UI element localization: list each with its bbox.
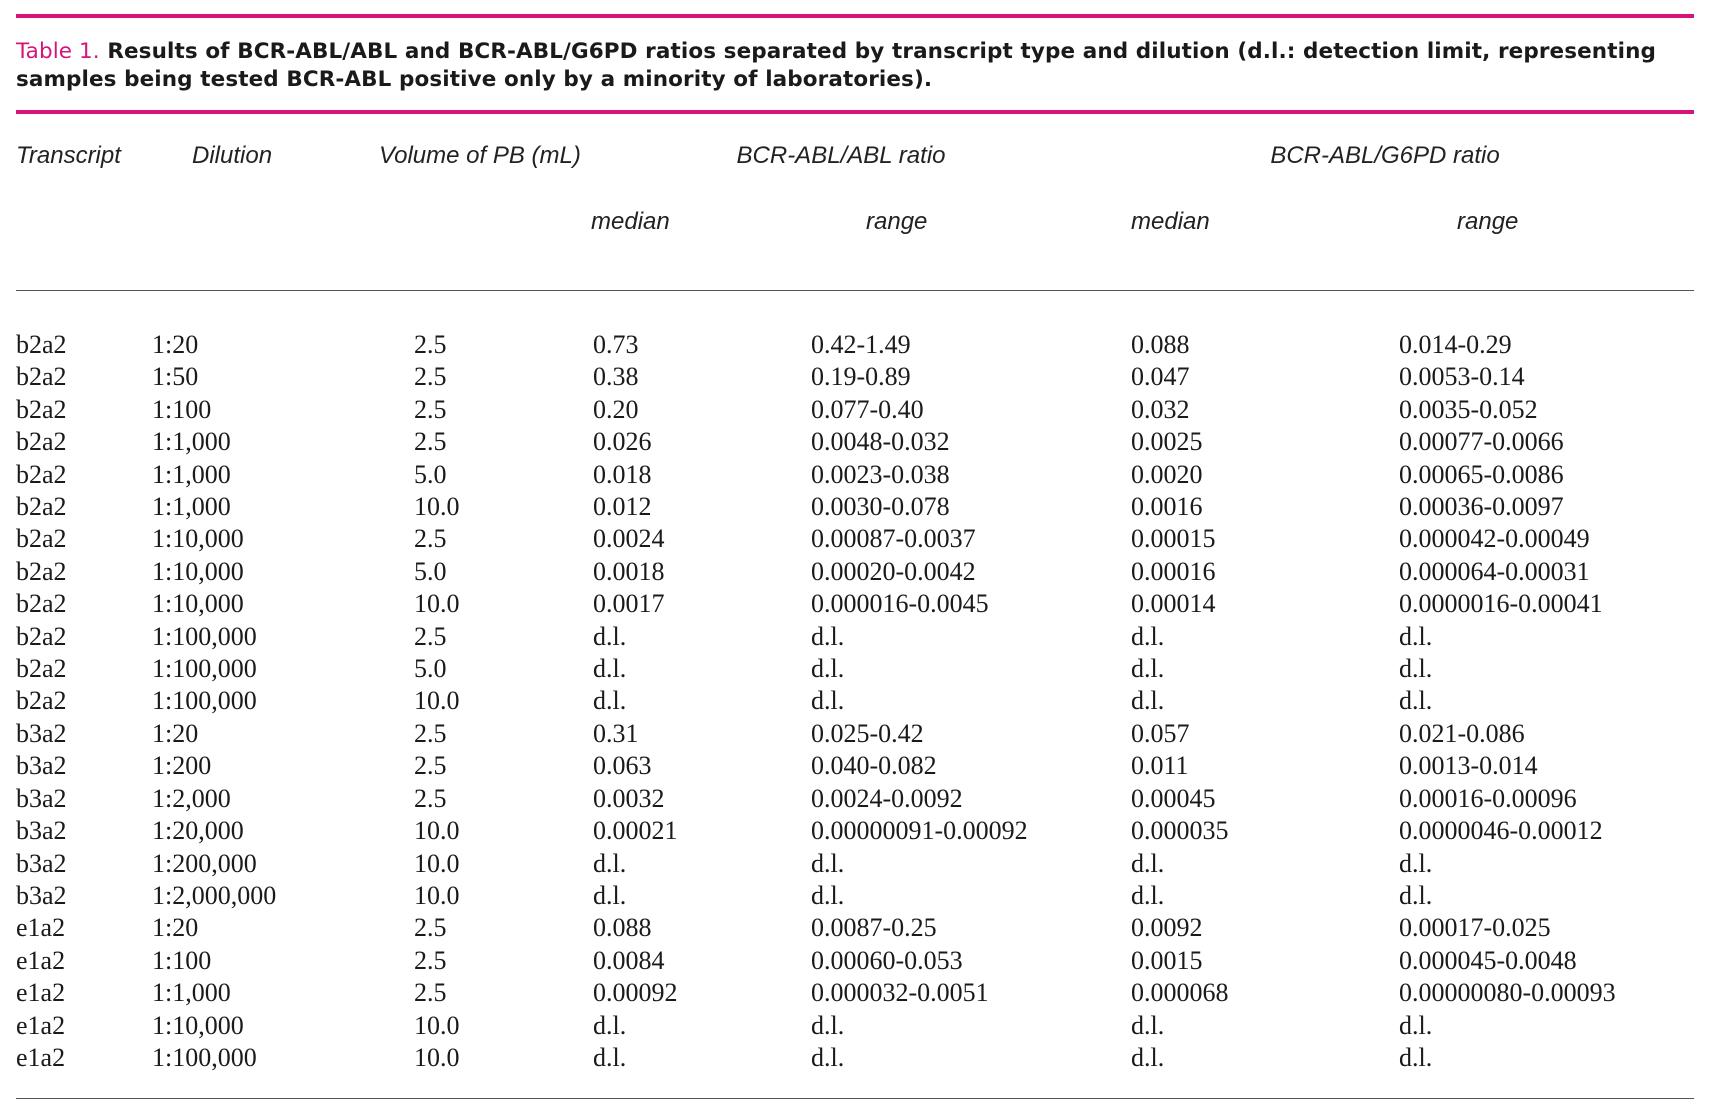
cell-abl-range: 0.19-0.89: [811, 362, 911, 392]
cell-volume: 10.0: [414, 1042, 460, 1072]
table-row: [16, 848, 1694, 880]
cell-g6pd-median: d.l.: [1131, 654, 1165, 684]
cell-g6pd-range: d.l.: [1399, 1042, 1433, 1072]
table-row: [16, 491, 1694, 523]
cell-g6pd-median: 0.057: [1131, 718, 1190, 748]
cell-g6pd-median: 0.0016: [1131, 492, 1203, 522]
cell-volume: 2.5: [414, 913, 447, 943]
cell-g6pd-range: 0.00016-0.00096: [1399, 783, 1577, 813]
cell-g6pd-range: 0.021-0.086: [1399, 718, 1525, 748]
table-row: [16, 621, 1694, 653]
cell-transcript: e1a2: [16, 1042, 66, 1072]
cell-volume: 2.5: [414, 394, 447, 424]
results-table: [16, 142, 1694, 1099]
cell-abl-range: d.l.: [811, 848, 845, 878]
header-abl-range: range: [811, 194, 1131, 291]
cell-g6pd-median: d.l.: [1131, 1010, 1165, 1040]
cell-volume: 10.0: [414, 492, 460, 522]
cell-abl-median: 0.0024: [593, 524, 665, 554]
cell-dilution: 1:20: [152, 718, 199, 748]
cell-abl-median: 0.026: [593, 427, 652, 457]
table-row: [16, 523, 1694, 555]
cell-abl-range: 0.00060-0.053: [811, 945, 963, 975]
cell-g6pd-median: 0.00015: [1131, 524, 1216, 554]
cell-volume: 2.5: [414, 783, 447, 813]
cell-transcript: b2a2: [16, 589, 67, 619]
cell-abl-median: d.l.: [593, 654, 627, 684]
header-abl-ratio: BCR-ABL/ABL ratio: [736, 142, 946, 169]
cell-transcript: b2a2: [16, 686, 67, 716]
cell-g6pd-median: 0.000035: [1131, 816, 1229, 846]
cell-g6pd-range: d.l.: [1399, 654, 1433, 684]
cell-volume: 2.5: [414, 362, 447, 392]
cell-abl-median: d.l.: [593, 621, 627, 651]
cell-abl-range: 0.0048-0.032: [811, 427, 950, 457]
cell-volume: 2.5: [414, 524, 447, 554]
header-g6pd-range: range: [1399, 194, 1694, 291]
cell-volume: 10.0: [414, 1010, 460, 1040]
cell-dilution: 1:20: [152, 913, 199, 943]
cell-g6pd-range: 0.00036-0.0097: [1399, 492, 1564, 522]
table-row: [16, 945, 1694, 977]
cell-abl-median: 0.00021: [593, 816, 678, 846]
cell-g6pd-median: d.l.: [1131, 1042, 1165, 1072]
cell-dilution: 1:200: [152, 751, 212, 781]
cell-transcript: e1a2: [16, 978, 66, 1008]
cell-g6pd-median: 0.00014: [1131, 589, 1216, 619]
cell-abl-median: 0.38: [593, 362, 639, 392]
caption-rule: [16, 110, 1694, 114]
cell-dilution: 1:50: [152, 362, 199, 392]
cell-abl-median: 0.0032: [593, 783, 665, 813]
cell-volume: 5.0: [414, 556, 447, 586]
cell-abl-range: 0.040-0.082: [811, 751, 937, 781]
caption-label: Table 1.: [16, 39, 100, 64]
cell-dilution: 1:2,000: [152, 783, 231, 813]
cell-dilution: 1:100: [152, 394, 212, 424]
cell-abl-median: 0.0084: [593, 945, 665, 975]
cell-abl-range: 0.42-1.49: [811, 330, 911, 359]
header-g6pd-ratio: BCR-ABL/G6PD ratio: [1270, 142, 1500, 169]
cell-transcript: b2a2: [16, 492, 67, 522]
cell-g6pd-median: 0.0092: [1131, 913, 1203, 943]
cell-transcript: b2a2: [16, 654, 67, 684]
cell-g6pd-range: d.l.: [1399, 880, 1433, 910]
cell-g6pd-range: d.l.: [1399, 1010, 1433, 1040]
cell-volume: 2.5: [414, 621, 447, 651]
cell-abl-median: 0.0018: [593, 556, 665, 586]
cell-transcript: b3a2: [16, 848, 67, 878]
table-row: [16, 426, 1694, 458]
cell-volume: 2.5: [414, 978, 447, 1008]
cell-abl-range: d.l.: [811, 1010, 845, 1040]
cell-g6pd-median: 0.0025: [1131, 427, 1203, 457]
table-row: [16, 750, 1694, 782]
table-row: [16, 685, 1694, 717]
cell-abl-range: 0.0024-0.0092: [811, 783, 963, 813]
table-row: [16, 556, 1694, 588]
cell-dilution: 1:2,000,000: [152, 880, 277, 910]
cell-transcript: b2a2: [16, 556, 67, 586]
cell-transcript: b3a2: [16, 783, 67, 813]
cell-dilution: 1:1,000: [152, 978, 231, 1008]
cell-g6pd-range: d.l.: [1399, 686, 1433, 716]
cell-abl-range: 0.0023-0.038: [811, 459, 950, 489]
cell-g6pd-range: 0.0035-0.052: [1399, 394, 1538, 424]
cell-dilution: 1:1,000: [152, 459, 231, 489]
cell-g6pd-range: 0.0013-0.014: [1399, 751, 1538, 781]
cell-dilution: 1:1,000: [152, 427, 231, 457]
cell-dilution: 1:100,000: [152, 686, 257, 716]
cell-g6pd-median: 0.0015: [1131, 945, 1203, 975]
table-row: [16, 361, 1694, 393]
table-row: [16, 880, 1694, 912]
cell-dilution: 1:1,000: [152, 492, 231, 522]
cell-abl-median: 0.00092: [593, 978, 678, 1008]
cell-transcript: b2a2: [16, 459, 67, 489]
cell-abl-median: d.l.: [593, 1010, 627, 1040]
cell-g6pd-median: 0.00016: [1131, 556, 1216, 586]
cell-g6pd-range: 0.00065-0.0086: [1399, 459, 1564, 489]
header-dilution: Dilution: [192, 142, 273, 169]
cell-abl-median: 0.0017: [593, 589, 665, 619]
cell-abl-range: d.l.: [811, 1042, 845, 1072]
cell-volume: 2.5: [414, 330, 447, 359]
cell-g6pd-range: 0.0053-0.14: [1399, 362, 1525, 392]
cell-g6pd-range: d.l.: [1399, 621, 1433, 651]
cell-g6pd-median: 0.088: [1131, 330, 1190, 359]
cell-abl-range: d.l.: [811, 880, 845, 910]
cell-transcript: b2a2: [16, 427, 67, 457]
bottom-rule-row: [16, 1074, 1694, 1099]
cell-g6pd-range: 0.0000046-0.00012: [1399, 816, 1603, 846]
cell-g6pd-median: d.l.: [1131, 621, 1165, 651]
table-row: [16, 588, 1694, 620]
header-row-main: [16, 142, 1694, 194]
cell-volume: 10.0: [414, 880, 460, 910]
cell-abl-median: 0.012: [593, 492, 652, 522]
cell-g6pd-median: 0.000068: [1131, 978, 1229, 1008]
cell-dilution: 1:100,000: [152, 621, 257, 651]
cell-g6pd-range: 0.00077-0.0066: [1399, 427, 1564, 457]
cell-abl-range: d.l.: [811, 686, 845, 716]
cell-abl-range: 0.00020-0.0042: [811, 556, 976, 586]
cell-volume: 2.5: [414, 945, 447, 975]
header-transcript: Transcript: [16, 142, 121, 169]
cell-abl-median: d.l.: [593, 1042, 627, 1072]
cell-g6pd-range: 0.000064-0.00031: [1399, 556, 1590, 586]
cell-abl-range: d.l.: [811, 621, 845, 651]
cell-abl-range: 0.077-0.40: [811, 394, 924, 424]
cell-volume: 10.0: [414, 816, 460, 846]
cell-abl-median: 0.018: [593, 459, 652, 489]
table-row: [16, 783, 1694, 815]
cell-abl-median: 0.31: [593, 718, 639, 748]
cell-g6pd-median: 0.00045: [1131, 783, 1216, 813]
cell-transcript: b2a2: [16, 524, 67, 554]
cell-dilution: 1:10,000: [152, 1010, 244, 1040]
cell-volume: 10.0: [414, 589, 460, 619]
cell-dilution: 1:10,000: [152, 524, 244, 554]
cell-transcript: b2a2: [16, 330, 67, 359]
cell-transcript: b3a2: [16, 751, 67, 781]
cell-transcript: e1a2: [16, 945, 66, 975]
cell-g6pd-range: 0.00017-0.025: [1399, 913, 1551, 943]
cell-dilution: 1:20,000: [152, 816, 244, 846]
table-row: [16, 459, 1694, 491]
cell-abl-range: d.l.: [811, 654, 845, 684]
cell-dilution: 1:10,000: [152, 556, 244, 586]
cell-abl-median: 0.20: [593, 394, 639, 424]
table-row: [16, 815, 1694, 847]
cell-abl-range: 0.000016-0.0045: [811, 589, 989, 619]
table-caption: [16, 18, 1694, 110]
cell-transcript: b3a2: [16, 718, 67, 748]
cell-volume: 5.0: [414, 459, 447, 489]
table-row: [16, 653, 1694, 685]
cell-g6pd-range: 0.000045-0.0048: [1399, 945, 1577, 975]
cell-g6pd-range: 0.014-0.29: [1399, 330, 1512, 359]
cell-dilution: 1:10,000: [152, 589, 244, 619]
cell-volume: 2.5: [414, 427, 447, 457]
cell-dilution: 1:100,000: [152, 654, 257, 684]
cell-abl-median: d.l.: [593, 848, 627, 878]
cell-g6pd-median: 0.047: [1131, 362, 1190, 392]
table-body: [16, 291, 1694, 1099]
table-row: [16, 394, 1694, 426]
cell-volume: 2.5: [414, 718, 447, 748]
cell-transcript: b3a2: [16, 880, 67, 910]
header-abl-median: median: [581, 194, 811, 291]
cell-dilution: 1:100: [152, 945, 212, 975]
cell-abl-range: 0.00000091-0.00092: [811, 816, 1028, 846]
cell-abl-range: 0.025-0.42: [811, 718, 924, 748]
cell-abl-range: 0.0087-0.25: [811, 913, 937, 943]
cell-abl-median: d.l.: [593, 880, 627, 910]
cell-dilution: 1:100,000: [152, 1042, 257, 1072]
cell-g6pd-range: 0.000042-0.00049: [1399, 524, 1590, 554]
table-row: [16, 912, 1694, 944]
header-g6pd-median: median: [1131, 194, 1399, 291]
cell-g6pd-median: 0.0020: [1131, 459, 1203, 489]
table-row: [16, 329, 1694, 361]
cell-volume: 10.0: [414, 686, 460, 716]
cell-abl-range: 0.000032-0.0051: [811, 978, 989, 1008]
cell-transcript: b3a2: [16, 816, 67, 846]
cell-transcript: b2a2: [16, 394, 67, 424]
header-row-sub: [16, 194, 1694, 291]
cell-g6pd-range: d.l.: [1399, 848, 1433, 878]
cell-g6pd-median: 0.032: [1131, 394, 1190, 424]
cell-g6pd-median: 0.011: [1131, 751, 1189, 781]
cell-volume: 2.5: [414, 751, 447, 781]
table-row: [16, 1010, 1694, 1042]
cell-dilution: 1:200,000: [152, 848, 257, 878]
cell-abl-median: 0.73: [593, 330, 639, 359]
cell-abl-median: 0.063: [593, 751, 652, 781]
cell-g6pd-median: d.l.: [1131, 686, 1165, 716]
table-row: [16, 718, 1694, 750]
cell-abl-median: 0.088: [593, 913, 652, 943]
cell-dilution: 1:20: [152, 330, 199, 359]
cell-transcript: e1a2: [16, 1010, 66, 1040]
cell-volume: 5.0: [414, 654, 447, 684]
caption-text: Results of BCR-ABL/ABL and BCR-ABL/G6PD ratios separated by transcript type and dilution (d.l.: detection limit, representing samples being tested BCR-ABL positive only by a minority of laboratories).: [16, 39, 1656, 92]
cell-volume: 10.0: [414, 848, 460, 878]
cell-transcript: b2a2: [16, 621, 67, 651]
table-figure: [16, 14, 1694, 1099]
cell-transcript: b2a2: [16, 362, 67, 392]
table-row: [16, 1042, 1694, 1074]
cell-transcript: e1a2: [16, 913, 66, 943]
cell-g6pd-median: d.l.: [1131, 848, 1165, 878]
cell-g6pd-median: d.l.: [1131, 880, 1165, 910]
cell-g6pd-range: 0.0000016-0.00041: [1399, 589, 1603, 619]
cell-g6pd-range: 0.00000080-0.00093: [1399, 978, 1616, 1008]
cell-abl-range: 0.00087-0.0037: [811, 524, 976, 554]
cell-abl-median: d.l.: [593, 686, 627, 716]
table-row: [16, 977, 1694, 1009]
cell-abl-range: 0.0030-0.078: [811, 492, 950, 522]
header-volume: Volume of PB (mL): [379, 142, 581, 169]
